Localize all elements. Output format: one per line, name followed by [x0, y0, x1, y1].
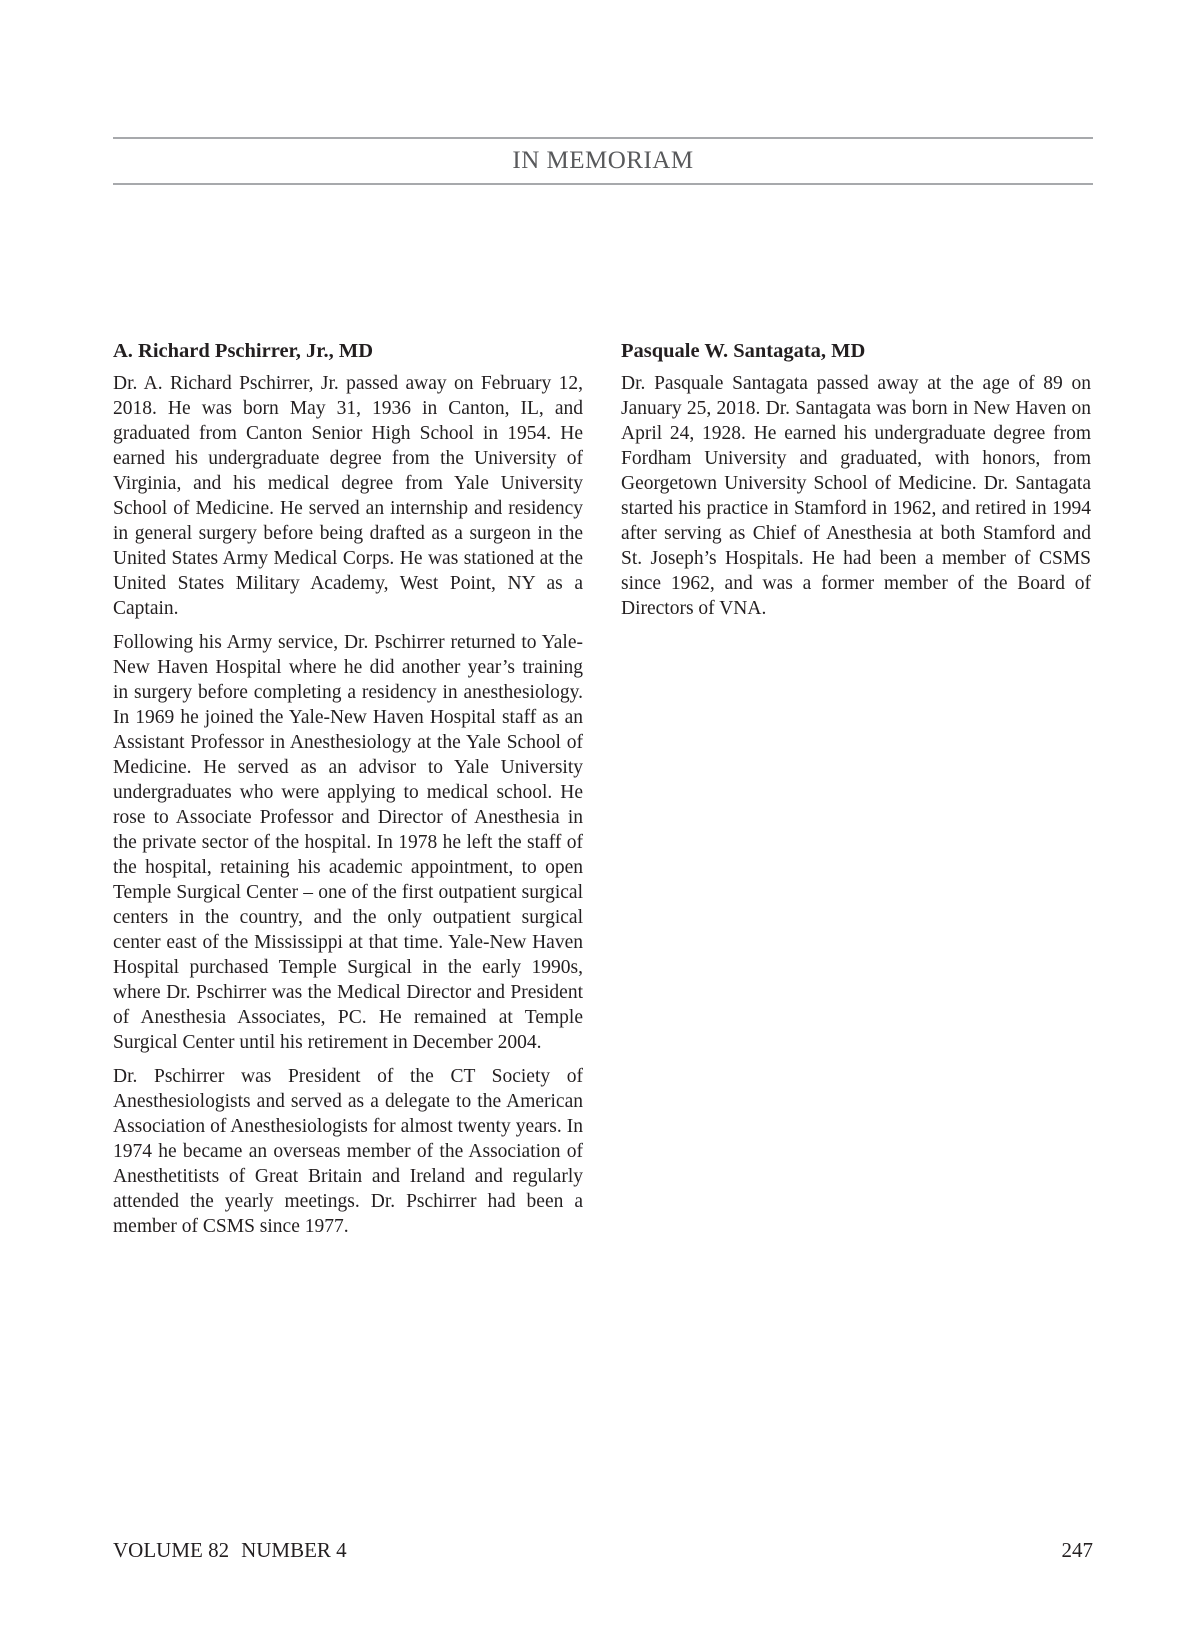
obituary-paragraph: Dr. A. Richard Pschirrer, Jr. passed away on February 12, 2018. He was born May 31, 1936 in Canton, IL, and graduated from Canton Senior High School in 1954. He earned his undergraduate degree from the University of Virginia, and his medical degree from Yale University School of Medicine. He served an internship and residency in general surgery before being drafted as a surgeon in the United States Army Medical Corps. He was stationed at the United States Military Academy, West Point, NY as a Captain. — [113, 373, 583, 619]
footer-number: NUMBER 4 — [241, 1538, 347, 1562]
header-rule-bottom — [113, 183, 1093, 185]
obituary-name: A. Richard Pschirrer, Jr., MD — [113, 340, 374, 362]
obituary-paragraph: Following his Army service, Dr. Pschirrer returned to Yale-New Haven Hospital where he did another year’s training in surgery before completing a residency in anesthesiology. In 1969 he joined the Yale-New Haven Hospital staff as an Assistant Professor in Anesthesiology at the Yale School of Medicine. He served as an advisor to Yale University undergraduates who were applying to medical school. He rose to Associate Professor and Director of Anesthesia in the private sector of the hospital. In 1978 he left the staff of the hospital, retaining his academic appointment, to open Temple Surgical Center – one of the first outpatient surgical centers in the country, and the only outpatient surgical center east of the Mississippi at that time. Yale-New Haven Hospital purchased Temple Surgical in the early 1990s, where Dr. Pschirrer was the Medical Director and President of Anesthesia Associates, PC. He remained at Temple Surgical Center until his retirement in December 2004. — [113, 632, 583, 1053]
obituary-pschirrer — [113, 338, 583, 1248]
footer-issue-info — [113, 1537, 347, 1563]
obituary-name: Pasquale W. Santagata, MD — [621, 340, 866, 362]
section-title: IN MEMORIAM — [512, 147, 694, 174]
obituary-santagata — [621, 338, 1091, 630]
header-rule-top — [113, 137, 1093, 139]
footer-volume: VOLUME 82 — [113, 1538, 230, 1562]
obituary-paragraph: Dr. Pasquale Santagata passed away at the age of 89 on January 25, 2018. Dr. Santagata was born in New Haven on April 24, 1928. He earned his undergraduate degree from Fordham University and graduated, with honors, from Georgetown University School of Medicine. Dr. Santagata started his practice in Stamford in 1962, and retired in 1994 after serving as Chief of Anesthesia at both Stamford and St. Joseph’s Hospitals. He had been a member of CSMS since 1962, and was a former member of the Board of Directors of VNA. — [621, 373, 1091, 619]
footer-page-number: 247 — [1061, 1538, 1093, 1562]
obituary-paragraph: Dr. Pschirrer was President of the CT Society of Anesthesiologists and served as a delegate to the American Association of Anesthesiologists for almost twenty years. In 1974 he became an overseas member of the Association of Anesthetitists of Great Britain and Ireland and regularly attended the yearly meetings. Dr. Pschirrer had been a member of CSMS since 1977. — [113, 1066, 583, 1237]
